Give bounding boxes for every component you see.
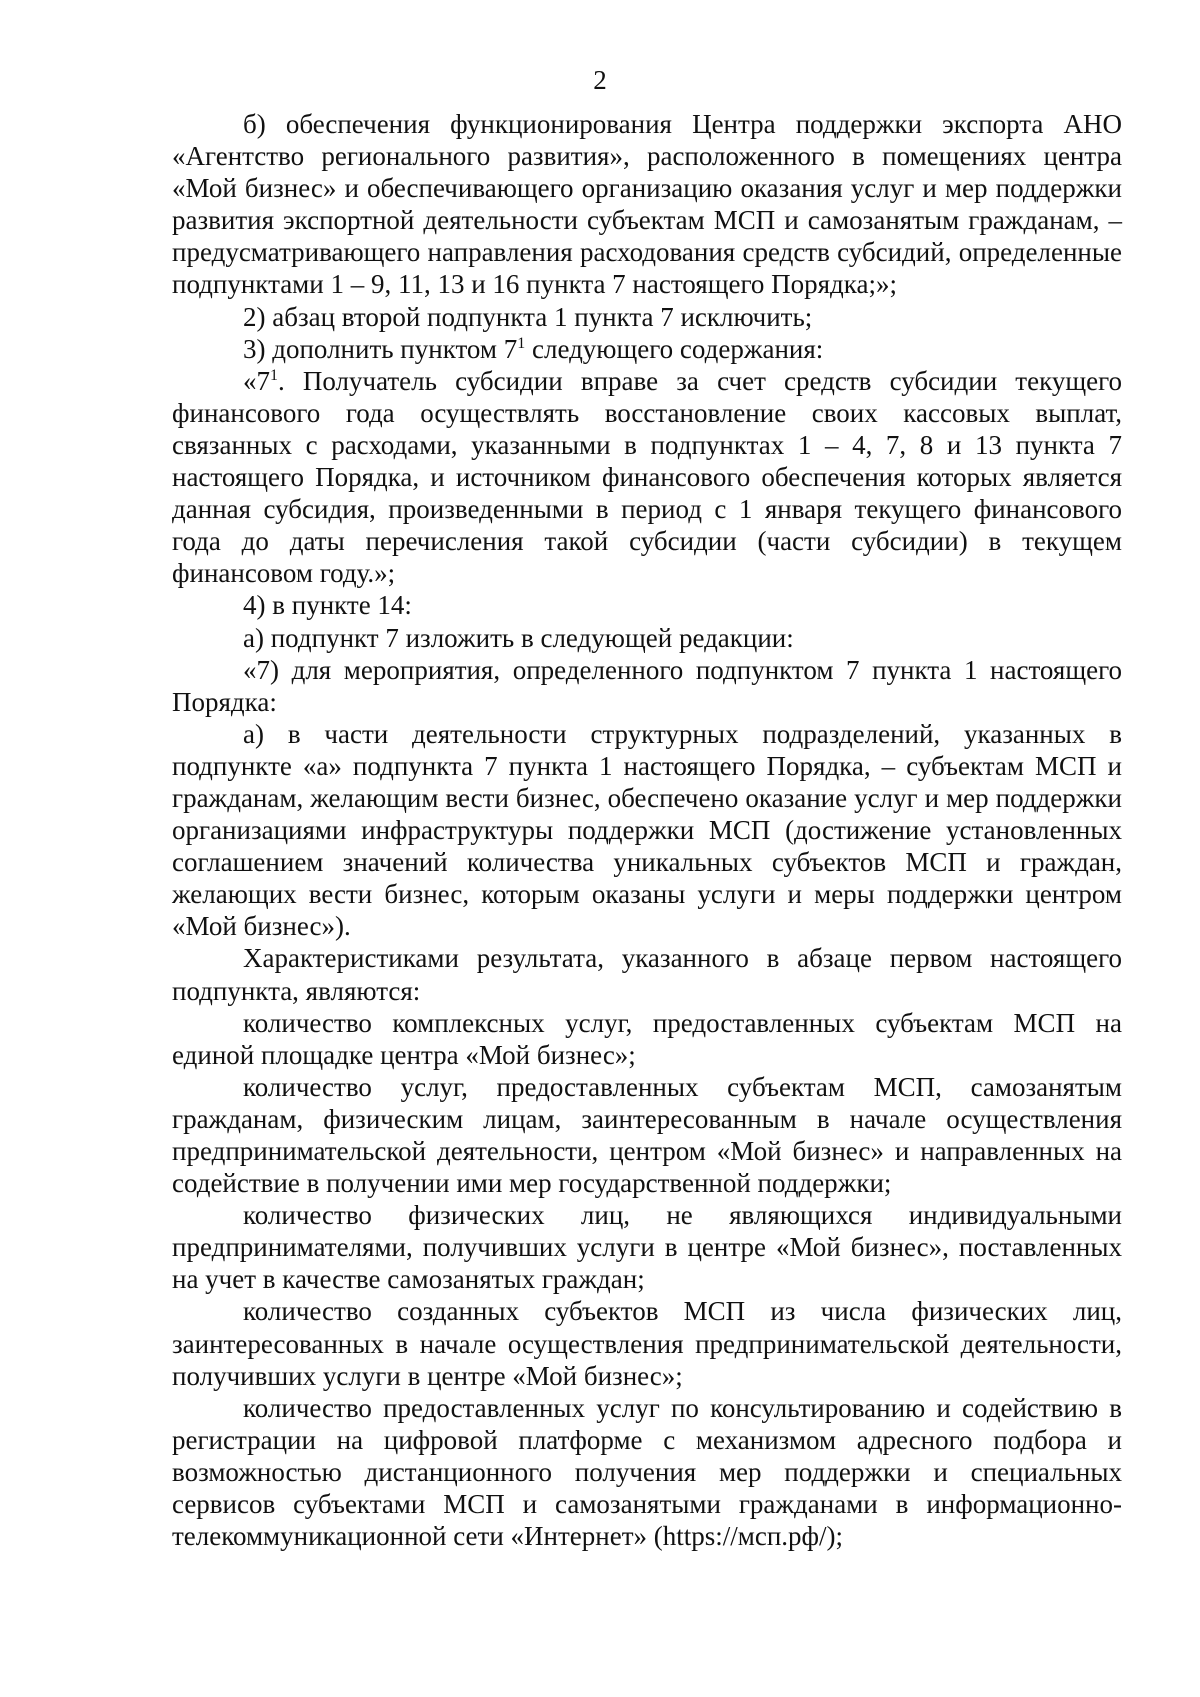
paragraph-subitem-a: а) подпункт 7 изложить в следующей редакции: xyxy=(243,622,794,653)
paragraph-item-4: 4) в пункте 14: xyxy=(243,590,412,621)
paragraph-item-3 xyxy=(172,333,1122,365)
paragraph-item-3-text-end: следующего содержания: xyxy=(525,333,824,364)
paragraph-point-7-1-text: . Получатель субсидии вправе за счет средств субсидии текущего финансового года осуществлять восстановление своих кассовых выплат, связанных с расходами, указанными в подпунктах 1 – 4, 7, 8 и 13 пункта 7 настоящего Порядка, и источником финансового обеспечения которых является данная субсидия, произведенными в период с 1 января текущего финансового года до даты перечисления такой субсидии (части субсидии) в текущем финансовом году.»; xyxy=(172,365,1122,589)
paragraph-complex-services: количество комплексных услуг, предоставленных субъектам МСП на единой площадке центра «Мой бизнес»; xyxy=(172,1007,1122,1070)
paragraph-subpoint-7: «7) для мероприятия, определенного подпунктом 7 пункта 1 настоящего Порядка: xyxy=(172,654,1122,717)
paragraph-digital-platform: количество предоставленных услуг по консультированию и содействию в регистрации на цифровой платформе с механизмом адресного подбора и возможностью дистанционного получения мер поддержки и специальных сервисов субъектами МСП и самозанятыми гражданами в информационно-телекоммуникационной сети «Интернет» (https://мсп.рф/); xyxy=(172,1392,1122,1552)
paragraph-point-7-1-start: «7 xyxy=(243,365,270,396)
paragraph-result-a: а) в части деятельности структурных подразделений, указанных в подпункте «а» подпункта 7 пункта 1 настоящего Порядка, – субъектам МСП и гражданам, желающим вести бизнес, обеспечено оказание услуг и мер поддержки организациями инфраструктуры поддержки МСП (достижение установленных соглашением значений количества уникальных субъектов МСП и граждан, желающих вести бизнес, которым оказаны услуги и меры поддержки центром «Мой бизнес»). xyxy=(172,718,1122,942)
superscript: 1 xyxy=(517,334,526,352)
paragraph-item-3-text: 3) дополнить пунктом 7 xyxy=(243,333,518,364)
paragraph-services-count: количество услуг, предоставленных субъектам МСП, самозанятым гражданам, физическим лицам, заинтересованным в начале осуществления предпринимательской деятельности, центром «Мой бизнес» и направленных на содействие в получении ими мер государственной поддержки; xyxy=(172,1071,1122,1199)
superscript: 1 xyxy=(270,366,278,384)
paragraph-point-7-1 xyxy=(172,365,1122,590)
paragraph-item-b: б) обеспечения функционирования Центра поддержки экспорта АНО «Агентство регионального развития», расположенного в помещениях центра «Мой бизнес» и обеспечивающего организацию оказания услуг и мер поддержки развития экспортной деятельности субъектам МСП и самозанятым гражданам, – предусматривающего направления расходования средств субсидий, определенные подпунктами 1 – 9, 11, 13 и 16 пункта 7 настоящего Порядка;»; xyxy=(172,109,1122,300)
paragraph-item-2: 2) абзац второй подпункта 1 пункта 7 исключить; xyxy=(243,301,813,332)
document-body xyxy=(172,108,1122,1552)
paragraph-created-msp: количество созданных субъектов МСП из числа физических лиц, заинтересованных в начале осуществления предпринимательской деятельности, получивших услуги в центре «Мой бизнес»; xyxy=(172,1296,1122,1391)
page-number: 2 xyxy=(593,65,607,95)
paragraph-self-employed: количество физических лиц, не являющихся индивидуальными предпринимателями, получивших услуги в центре «Мой бизнес», поставленных на учет в качестве самозанятых граждан; xyxy=(172,1200,1122,1295)
paragraph-characteristics: Характеристиками результата, указанного в абзаце первом настоящего подпункта, являются: xyxy=(172,943,1122,1006)
